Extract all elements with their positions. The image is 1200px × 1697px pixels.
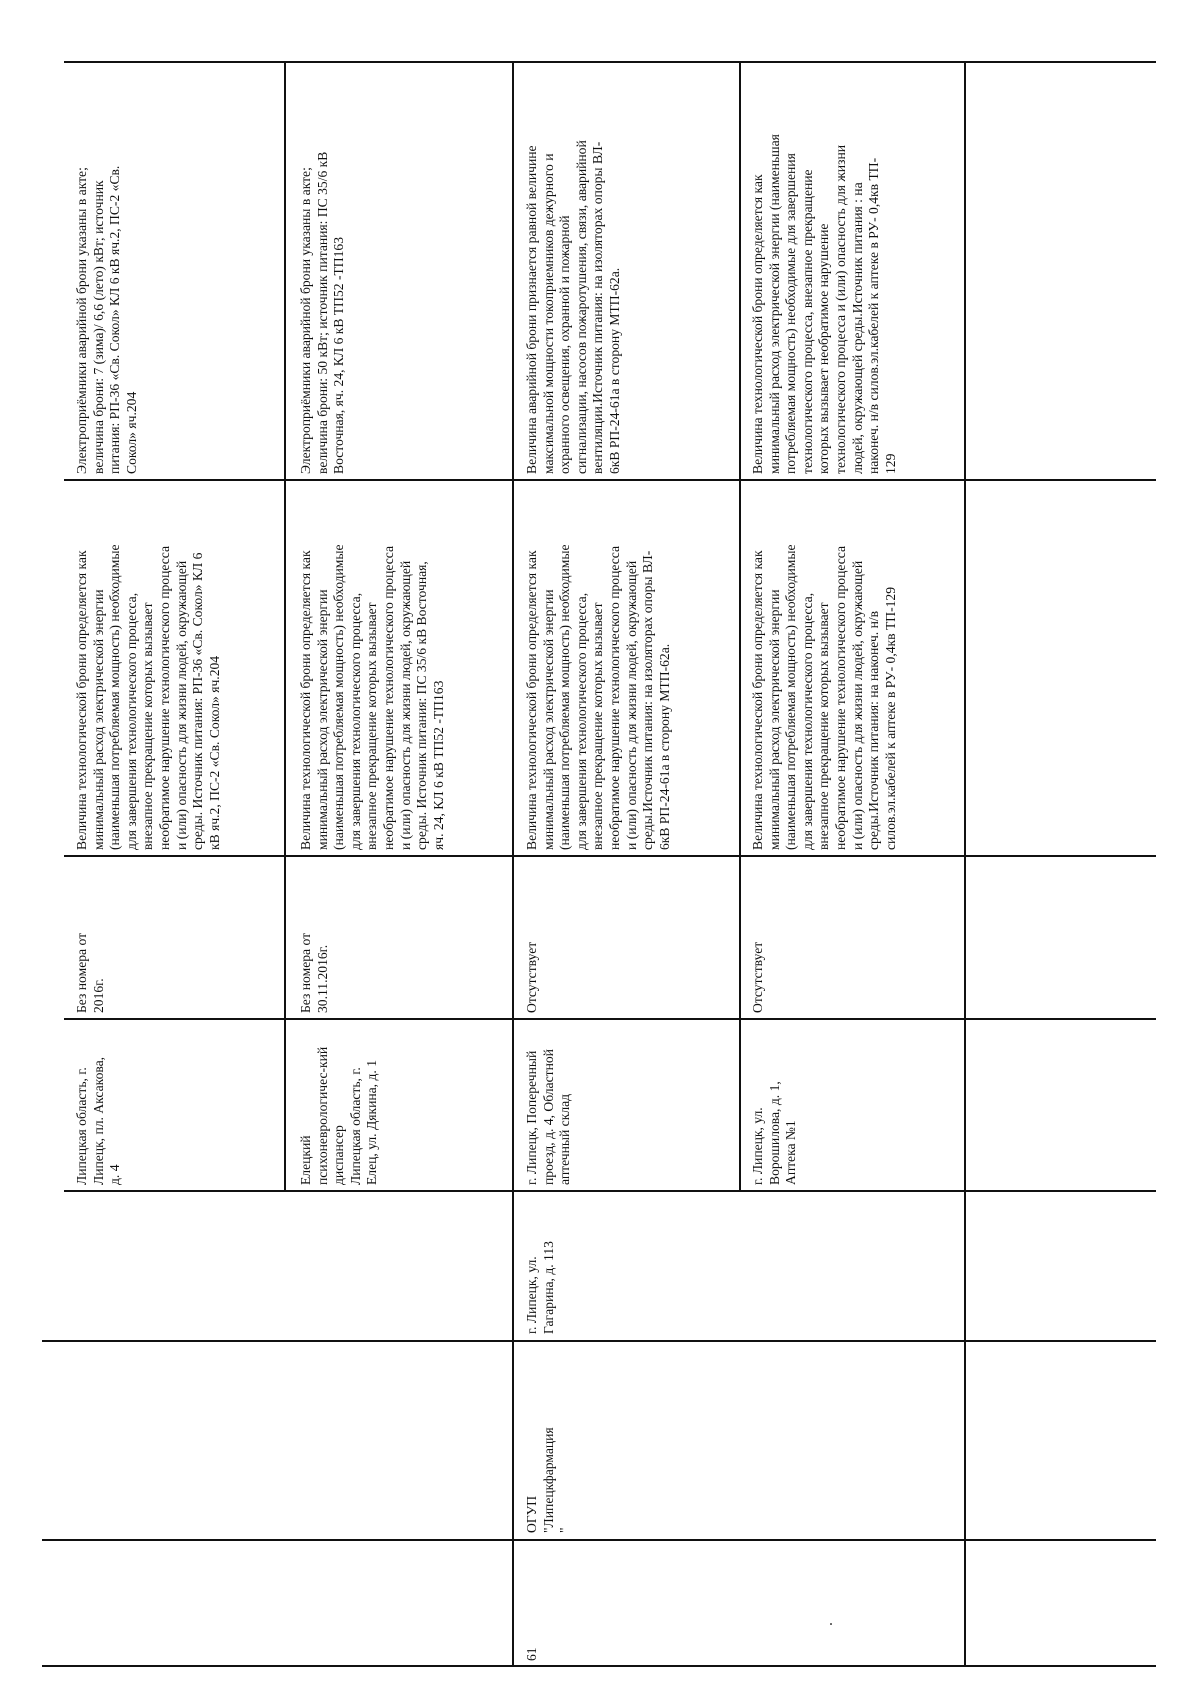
- emergency-reserve-text: Электроприёмники аварийной брони указаны в акте; величина брони: 50 кВт; источник питания: ПС 35/6 кВ Восточная, яч. 24, КЛ 6 кВ ТП52 -ТП163: [298, 151, 347, 474]
- table-border-line: [964, 63, 966, 1667]
- table-border-line: [64, 480, 1156, 482]
- legal-address: г. Липецк, ул. Гагарина, д. 113: [524, 1241, 556, 1334]
- emergency-reserve-text: Величина технологической брони определяется как минимальный расход электрической энергии (наименьшая потребляемая мощность) необходимые для завершения технологического процесса, внезапное прекращение которых вызывает необратимое нарушение технологического процесса и (или) опасность для жизни людей, окружающей среды.Источник питания : на наконеч. н/в силов.эл.кабелей к аптеке в РУ- 0,4кв ТП- 129: [750, 134, 898, 474]
- act-reference: Отсутствует: [524, 941, 539, 1013]
- organization-name: ОГУП "Липецкфармация ": [524, 1427, 573, 1533]
- table-border-line: [42, 1341, 1156, 1343]
- technological-reserve-text: Величина технологической брони определяется как минимальный расход электрической энергии (наименьшая потребляемая мощность) необходимые для завершения технологического процесса, внезапное прекращение которых вызывает необратимое нарушение технологического процесса и (или) опасность для жизни людей, окружающей среды.Источник питания: на изоляторах опоры ВЛ- 6кВ РП-24-61а в сторону МТП-62а.: [524, 544, 672, 850]
- act-reference: Отсутствует: [750, 941, 765, 1013]
- technological-reserve-text: Величина технологической брони определяется как минимальный расход электрической энергии (наименьшая потребляемая мощность) необходимые для завершения технологического процесса, внезапное прекращение которых вызывает необратимое нарушение технологического процесса и (или) опасность для жизни людей, окружающей среды. Источник питания: ПС 35/6 кВ Восточная, яч. 24, КЛ 6 кВ ТП52 -ТП163: [298, 544, 446, 850]
- scan-speck: [830, 1624, 832, 1626]
- table-border-line: [42, 1666, 1156, 1668]
- table-border-line: [42, 1540, 1156, 1542]
- object-address: г. Липецк, ул. Ворошилова, д. 1, Аптека №1: [750, 1081, 799, 1185]
- technological-reserve-text: Величина технологической брони определяется как минимальный расход электрической энергии (наименьшая потребляемая мощность) необходимые для завершения технологического процесса, внезапное прекращение которых вызывает необратимое нарушение технологического процесса и (или) опасность для жизни людей, окружающей среды.Источник питания: на наконеч. н/в силов.эл.кабелей к аптеке в РУ- 0,4кв ТП-129: [750, 544, 898, 850]
- emergency-reserve-text: Электроприёмники аварийной брони указаны в акте; величина брони: 7 (зима)/ 6,6 (лето) кВт; источник питания: РП-36 «Св. Сокол» КЛ 6 кВ яч.2, ПС-2 «Св. Сокол» яч.204: [74, 165, 139, 474]
- table-border-line: [512, 63, 514, 1667]
- act-reference: Без номера от 30.11.2016г.: [298, 932, 330, 1013]
- table-border-line: [64, 62, 1156, 64]
- object-address: Елецкий психоневрологичес-кий диспансер Липецкая область, г. Елец, ул. Дякина, д. 1: [298, 1046, 380, 1185]
- table-border-line: [284, 63, 286, 1192]
- row-number: 61: [524, 1647, 539, 1661]
- table-border-line: [64, 1191, 1156, 1193]
- table-border-line: [64, 856, 1156, 858]
- object-address: Липецкая область, г. Липецк, пл. Аксакова, д. 4: [74, 1056, 123, 1185]
- table-border-line: [64, 1019, 1156, 1021]
- technological-reserve-text: Величина технологической брони определяется как минимальный расход электрической энергии (наименьшая потребляемая мощность) необходимые для завершения технологического процесса, внезапное прекращение которых вызывает необратимое нарушение технологического процесса и (или) опасность для жизни людей, окружающей среды. Источник питания: РП-36 «Св. Сокол» КЛ 6 кВ яч.2, ПС-2 «Св. Сокол» яч.204: [74, 544, 222, 850]
- object-address: г. Липецк, Поперечный проезд, д. 4, Областной аптечный склад: [524, 1049, 573, 1185]
- act-reference: Без номера от 2016г.: [74, 932, 106, 1013]
- emergency-reserve-text: Величина аварийной брони признается равной величине максимальной мощности токоприемников дежурного и охранного освещения, охранной и пожарной сигнализации, насосов пожаротушения, связи, аварийной вентиляции.Источник питания: на изоляторах опоры ВЛ- 6кВ РП-24-61а в сторону МТП-62а.: [524, 140, 622, 474]
- table-border-line: [739, 63, 741, 1192]
